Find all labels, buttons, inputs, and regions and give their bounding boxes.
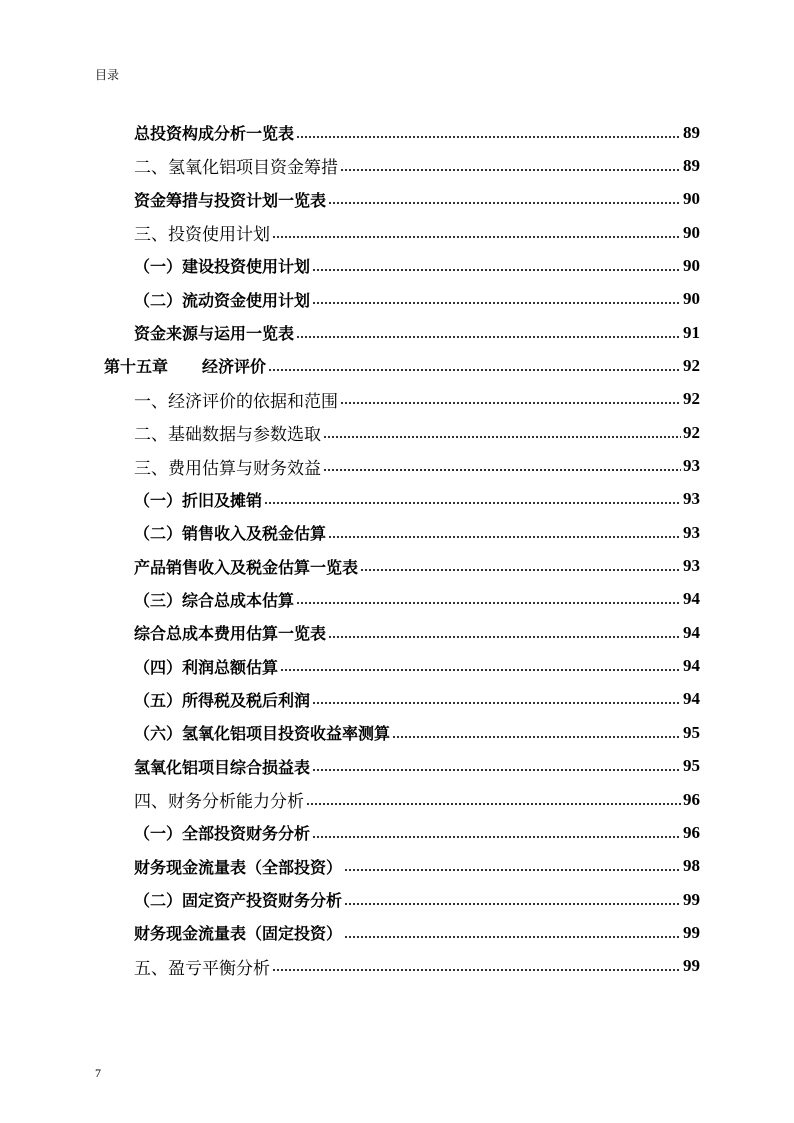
toc-page-number: 92 <box>683 355 700 375</box>
toc-page-number: 93 <box>683 556 700 576</box>
toc-page-number: 99 <box>683 956 700 976</box>
toc-entry[interactable] <box>134 283 700 316</box>
dot-leader <box>392 735 681 739</box>
dot-leader <box>340 168 681 172</box>
toc-entry[interactable] <box>134 716 700 749</box>
toc-entry-label: （一）全部投资财务分析 <box>134 824 311 844</box>
toc-page-number: 98 <box>683 856 700 876</box>
toc-entry[interactable] <box>134 650 700 683</box>
dot-leader <box>328 635 681 639</box>
toc-page-number: 93 <box>683 522 700 542</box>
toc-page-number: 90 <box>683 189 700 209</box>
toc-entry[interactable] <box>134 816 700 849</box>
dot-leader <box>323 435 681 439</box>
toc-entry[interactable] <box>134 316 700 349</box>
toc-entry[interactable] <box>134 550 700 583</box>
dot-leader <box>268 368 681 372</box>
running-header: 目录 <box>95 68 120 82</box>
toc-entry[interactable] <box>134 416 700 449</box>
dot-leader <box>312 768 681 772</box>
toc-page-number: 99 <box>683 889 700 909</box>
toc-entry[interactable] <box>134 916 700 949</box>
dot-leader <box>280 668 681 672</box>
toc-entry-label: 二、基础数据与参数选取 <box>134 425 321 445</box>
toc-entry[interactable] <box>134 883 700 916</box>
toc-page-number: 96 <box>683 822 700 842</box>
toc-entry[interactable] <box>134 750 700 783</box>
toc-page-number: 89 <box>683 122 700 142</box>
toc-page-number: 94 <box>683 689 700 709</box>
toc-entry-label: （一）建设投资使用计划 <box>134 257 311 277</box>
toc-entry[interactable] <box>134 583 700 616</box>
toc-entry[interactable] <box>134 850 700 883</box>
toc-entry[interactable] <box>134 516 700 549</box>
toc-page-number: 90 <box>683 222 700 242</box>
toc-entry-label: 一、经济评价的依据和范围 <box>134 391 338 411</box>
toc-entry[interactable] <box>134 216 700 249</box>
toc-entry-label: 氢氧化铝项目综合损益表 <box>134 757 311 777</box>
toc-entry[interactable] <box>134 383 700 416</box>
dot-leader <box>312 301 681 305</box>
toc-entry-label: （二）销售收入及税金估算 <box>134 524 327 544</box>
dot-leader <box>344 935 681 939</box>
toc-page-number: 93 <box>683 456 700 475</box>
toc-page-number: 94 <box>683 589 700 609</box>
toc-entry-label: （一）折旧及摊销 <box>134 490 263 510</box>
dot-leader <box>312 701 681 705</box>
toc-entry[interactable] <box>134 149 700 182</box>
toc-entry-label: 资金筹措与投资计划一览表 <box>134 190 327 210</box>
toc-page-number: 95 <box>683 756 700 776</box>
toc-chapter-title: 经济评价 <box>202 357 267 377</box>
toc-entry-label: 三、投资使用计划 <box>134 225 270 245</box>
toc-page-number: 90 <box>683 255 700 275</box>
toc-entry-label: （二）固定资产投资财务分析 <box>134 891 343 911</box>
toc-entry-label: 财务现金流量表（固定投资） <box>134 924 343 944</box>
toc-entry-label: 四、财务分析能力分析 <box>134 792 304 811</box>
dot-leader <box>344 868 681 872</box>
toc-page-number: 99 <box>683 922 700 942</box>
toc-entry-label: 财务现金流量表（全部投资） <box>134 857 343 877</box>
toc-entry[interactable] <box>134 183 700 216</box>
dot-leader <box>323 468 681 472</box>
dot-leader <box>296 601 681 605</box>
toc-page-number: 94 <box>683 656 700 676</box>
toc-entry-label: 三、费用估算与财务效益 <box>134 458 321 478</box>
toc-entry[interactable] <box>134 783 700 816</box>
toc-entry-label: （三）综合总成本估算 <box>134 590 295 610</box>
dot-leader <box>312 268 681 272</box>
dot-leader <box>264 501 681 505</box>
toc-entry-label: （六）氢氧化铝项目投资收益率测算 <box>134 724 391 744</box>
toc-page-number: 95 <box>683 722 700 742</box>
toc-page-number: 92 <box>683 389 700 409</box>
dot-leader <box>272 235 681 239</box>
dot-leader <box>328 535 681 539</box>
toc-entry-label: 产品销售收入及税金估算一览表 <box>134 557 359 577</box>
toc-page-number: 93 <box>683 489 700 509</box>
toc-chapter-entry[interactable] <box>104 349 700 382</box>
toc-entry[interactable] <box>134 116 700 149</box>
toc-page-number: 94 <box>683 622 700 642</box>
dot-leader <box>272 968 681 972</box>
toc-page-number: 90 <box>683 289 700 309</box>
toc-entry-label: 二、氢氧化铝项目资金筹措 <box>134 158 338 178</box>
dot-leader <box>296 135 681 139</box>
dot-leader <box>360 568 681 572</box>
toc-entry-label: 综合总成本费用估算一览表 <box>134 624 327 644</box>
toc-entry-label: （二）流动资金使用计划 <box>134 290 311 310</box>
toc-page-number: 96 <box>683 789 700 809</box>
toc-entry[interactable] <box>134 483 700 516</box>
toc-entry[interactable] <box>134 683 700 716</box>
dot-leader <box>296 335 681 339</box>
page-number: 7 <box>95 1066 101 1080</box>
toc-entry-label: 总投资构成分析一览表 <box>134 124 295 143</box>
toc-entry-label: （四）利润总额估算 <box>134 657 279 677</box>
dot-leader <box>312 835 681 839</box>
toc-entry-label: 五、盈亏平衡分析 <box>134 958 270 978</box>
toc-entry-label: （五）所得税及税后利润 <box>134 690 311 710</box>
toc-page-number: 91 <box>683 322 700 342</box>
toc-entry[interactable] <box>134 616 700 649</box>
toc-entry[interactable] <box>134 950 700 983</box>
dot-leader <box>340 401 681 405</box>
toc-entry-label: 资金来源与运用一览表 <box>134 324 295 344</box>
toc-page-number: 92 <box>683 422 700 442</box>
toc-page-number: 89 <box>683 155 700 175</box>
dot-leader <box>306 802 681 806</box>
dot-leader <box>328 201 681 205</box>
toc-entry-label: 第十五章 <box>104 357 169 377</box>
dot-leader <box>344 902 681 906</box>
toc-entry[interactable] <box>134 450 700 483</box>
toc-entry[interactable] <box>134 249 700 282</box>
